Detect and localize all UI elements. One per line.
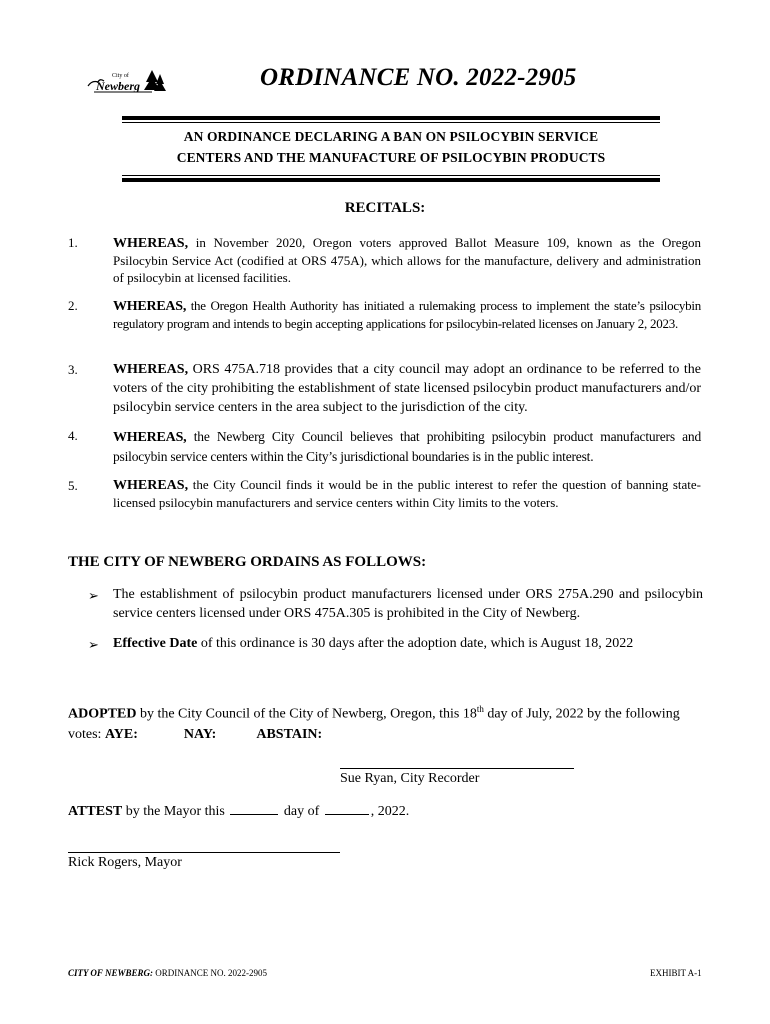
mayor-signature-line	[68, 852, 340, 853]
footer-ordinance: ORDINANCE NO. 2022-2905	[153, 968, 268, 978]
recital-lead: WHEREAS,	[113, 430, 187, 445]
recital-lead: WHEREAS,	[113, 236, 189, 251]
header-rule-thick-bottom	[122, 178, 660, 182]
adopted-paragraph	[68, 699, 708, 745]
vote-abstain: ABSTAIN:	[256, 726, 323, 742]
footer-exhibit: EXHIBIT A-1	[650, 968, 702, 978]
attest-line	[68, 804, 409, 820]
recital-number: 4.	[68, 428, 78, 443]
recital-text: the City Council finds it would be in the public interest to refer the question of banning state-licensed psilocybin manufacturers and service centers within City limits to the voters.	[113, 477, 701, 510]
recital-number: 1.	[68, 235, 78, 250]
logo-name: Newberg	[96, 79, 140, 93]
attest-day-blank	[230, 814, 278, 815]
bullet-arrow-icon: ➢	[88, 637, 99, 652]
attest-month-blank	[325, 814, 369, 815]
header-rule-thin-top	[122, 122, 660, 123]
logo-small-text: City of	[112, 73, 129, 79]
bullet-arrow-icon: ➢	[88, 588, 99, 603]
recital-number: 3.	[68, 362, 78, 377]
recital-number: 5.	[68, 478, 78, 493]
ordains-bullet	[113, 585, 703, 623]
attest-text-2: day of	[280, 804, 323, 819]
recorder-name: Sue Ryan, City Recorder	[340, 771, 480, 786]
subtitle-line-2: CENTERS AND THE MANUFACTURE OF PSILOCYBIN PRODUCTS	[176, 150, 606, 165]
recital-item	[113, 427, 701, 466]
recital-item	[113, 297, 701, 332]
ordinance-title: ORDINANCE NO. 2022-2905	[260, 64, 577, 91]
recital-item	[113, 360, 701, 417]
recital-item	[113, 476, 701, 511]
recital-text: the Oregon Health Authority has initiated a rulemaking process to implement the state’s psilocybin regulatory program and intends to begin accepting applications for psilocybin-related licenses on January 2, 2023.	[113, 298, 701, 331]
recorder-signature-line	[340, 768, 574, 769]
recital-item	[113, 234, 701, 286]
adopted-text-1: by the City Council of the City of Newberg, Oregon, this 18	[136, 706, 477, 722]
recital-text: ORS 475A.718 provides that a city council may adopt an ordinance to be referred to the voters of the city prohibiting the establishment of state licensed psilocybin product manufacturers and/or psilocybin service centers in the area subject to the jurisdiction of the city.	[113, 362, 701, 415]
bullet-text: The establishment of psilocybin product manufacturers licensed under ORS 275A.290 and psilocybin service centers licensed under ORS 475A.305 is prohibited in the City of Newberg.	[113, 587, 703, 621]
vote-nay: NAY:	[183, 726, 217, 742]
header-rule-thick-top	[122, 116, 660, 120]
header-rule-thin-bottom	[122, 175, 660, 176]
bullet-lead: Effective Date	[113, 636, 198, 651]
recital-number: 2.	[68, 298, 78, 313]
recital-lead: WHEREAS,	[113, 362, 189, 377]
mayor-name: Rick Rogers, Mayor	[68, 855, 182, 870]
ordains-bullet	[113, 634, 703, 653]
recital-lead: WHEREAS,	[113, 478, 189, 493]
bullet-text: of this ordinance is 30 days after the adoption date, which is August 18, 2022	[197, 636, 634, 651]
ordains-heading: THE CITY OF NEWBERG ORDAINS AS FOLLOWS:	[68, 554, 427, 570]
footer-city: CITY OF NEWBERG:	[68, 968, 154, 978]
adopted-sup: th	[476, 704, 484, 714]
attest-lead: ATTEST	[68, 804, 123, 819]
recital-text: in November 2020, Oregon voters approved Ballot Measure 109, known as the Oregon Psilocybin Service Act (codified at ORS 475A), which allows for the manufacture, delivery and administration of psilocybin at licensed facilities.	[113, 235, 701, 285]
city-logo	[86, 66, 166, 94]
vote-aye: AYE:	[104, 726, 138, 742]
recital-lead: WHEREAS,	[113, 299, 187, 314]
attest-text-1: by the Mayor this	[122, 804, 229, 819]
recital-text: the Newberg City Council believes that prohibiting psilocybin product manufacturers and psilocybin service centers within the City’s jurisdictional boundaries is in the public interest.	[113, 429, 701, 464]
subtitle-line-1: AN ORDINANCE DECLARING A BAN ON PSILOCYBIN SERVICE	[183, 129, 599, 144]
adopted-text-2: day of July, 2022 by the following votes:	[68, 706, 680, 742]
adopted-lead: ADOPTED	[68, 706, 137, 722]
footer-left	[68, 968, 267, 978]
newberg-logo-icon	[86, 66, 166, 94]
recitals-heading: RECITALS:	[344, 200, 426, 216]
attest-text-3: , 2022.	[370, 804, 410, 819]
